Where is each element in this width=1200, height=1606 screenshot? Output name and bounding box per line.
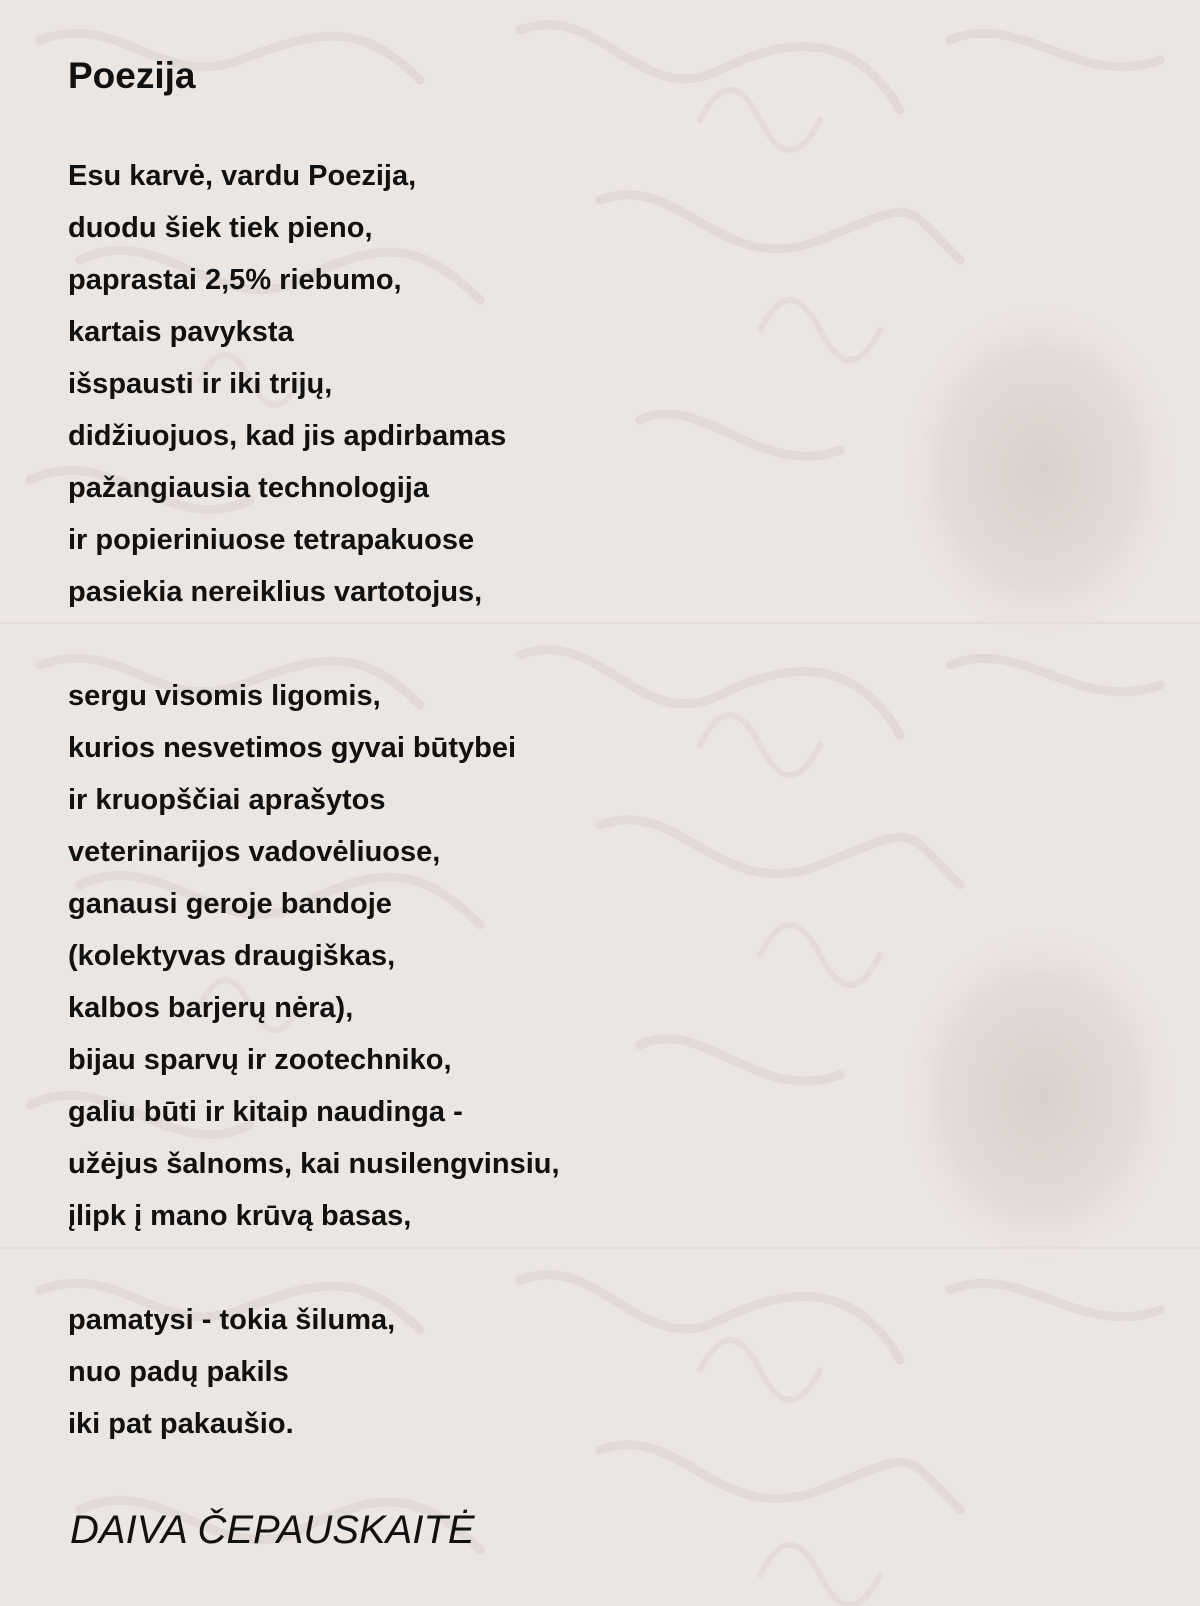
- poem-line: ganausi geroje bandoje: [68, 888, 392, 920]
- poem-line: iki pat pakaušio.: [68, 1408, 294, 1440]
- poem-line: ir kruopščiai aprašytos: [68, 784, 386, 816]
- poem-line: kurios nesvetimos gyvai būtybei: [68, 732, 517, 764]
- poem-line: Esu karvė, vardu Poezija,: [68, 160, 417, 192]
- poem-line: bijau sparvų ir zootechniko,: [68, 1044, 452, 1076]
- poem-line: nuo padų pakils: [68, 1356, 289, 1388]
- stanza-break: [68, 618, 560, 670]
- poem-line: paprastai 2,5% riebumo,: [68, 264, 402, 296]
- poem-line: įlipk į mano krūvą basas,: [68, 1200, 412, 1232]
- poem-line: išspausti ir iki trijų,: [68, 368, 333, 400]
- poem-body: [68, 150, 560, 1450]
- poem-line: didžiuojuos, kad jis apdirbamas: [68, 420, 507, 452]
- poem-line: pažangiausia technologija: [68, 472, 429, 504]
- poem-line: ir popieriniuose tetrapakuose: [68, 524, 475, 556]
- poem-line: veterinarijos vadovėliuose,: [68, 836, 441, 868]
- poem-author: DAIVA ČEPAUSKAITĖ: [70, 1508, 475, 1552]
- poem-line: sergu visomis ligomis,: [68, 680, 381, 712]
- poem-title: Poezija: [68, 55, 196, 96]
- poem-line: užėjus šalnoms, kai nusilengvinsiu,: [68, 1148, 560, 1180]
- poem-line: kalbos barjerų nėra),: [68, 992, 354, 1024]
- poem-line: galiu būti ir kitaip naudinga -: [68, 1096, 463, 1128]
- poem-line: kartais pavyksta: [68, 316, 294, 348]
- poem-line: pamatysi - tokia šiluma,: [68, 1304, 396, 1336]
- poem-line: duodu šiek tiek pieno,: [68, 212, 373, 244]
- poem-line: (kolektyvas draugiškas,: [68, 940, 396, 972]
- poem-line: pasiekia nereiklius vartotojus,: [68, 576, 483, 608]
- stanza-break: [68, 1242, 560, 1294]
